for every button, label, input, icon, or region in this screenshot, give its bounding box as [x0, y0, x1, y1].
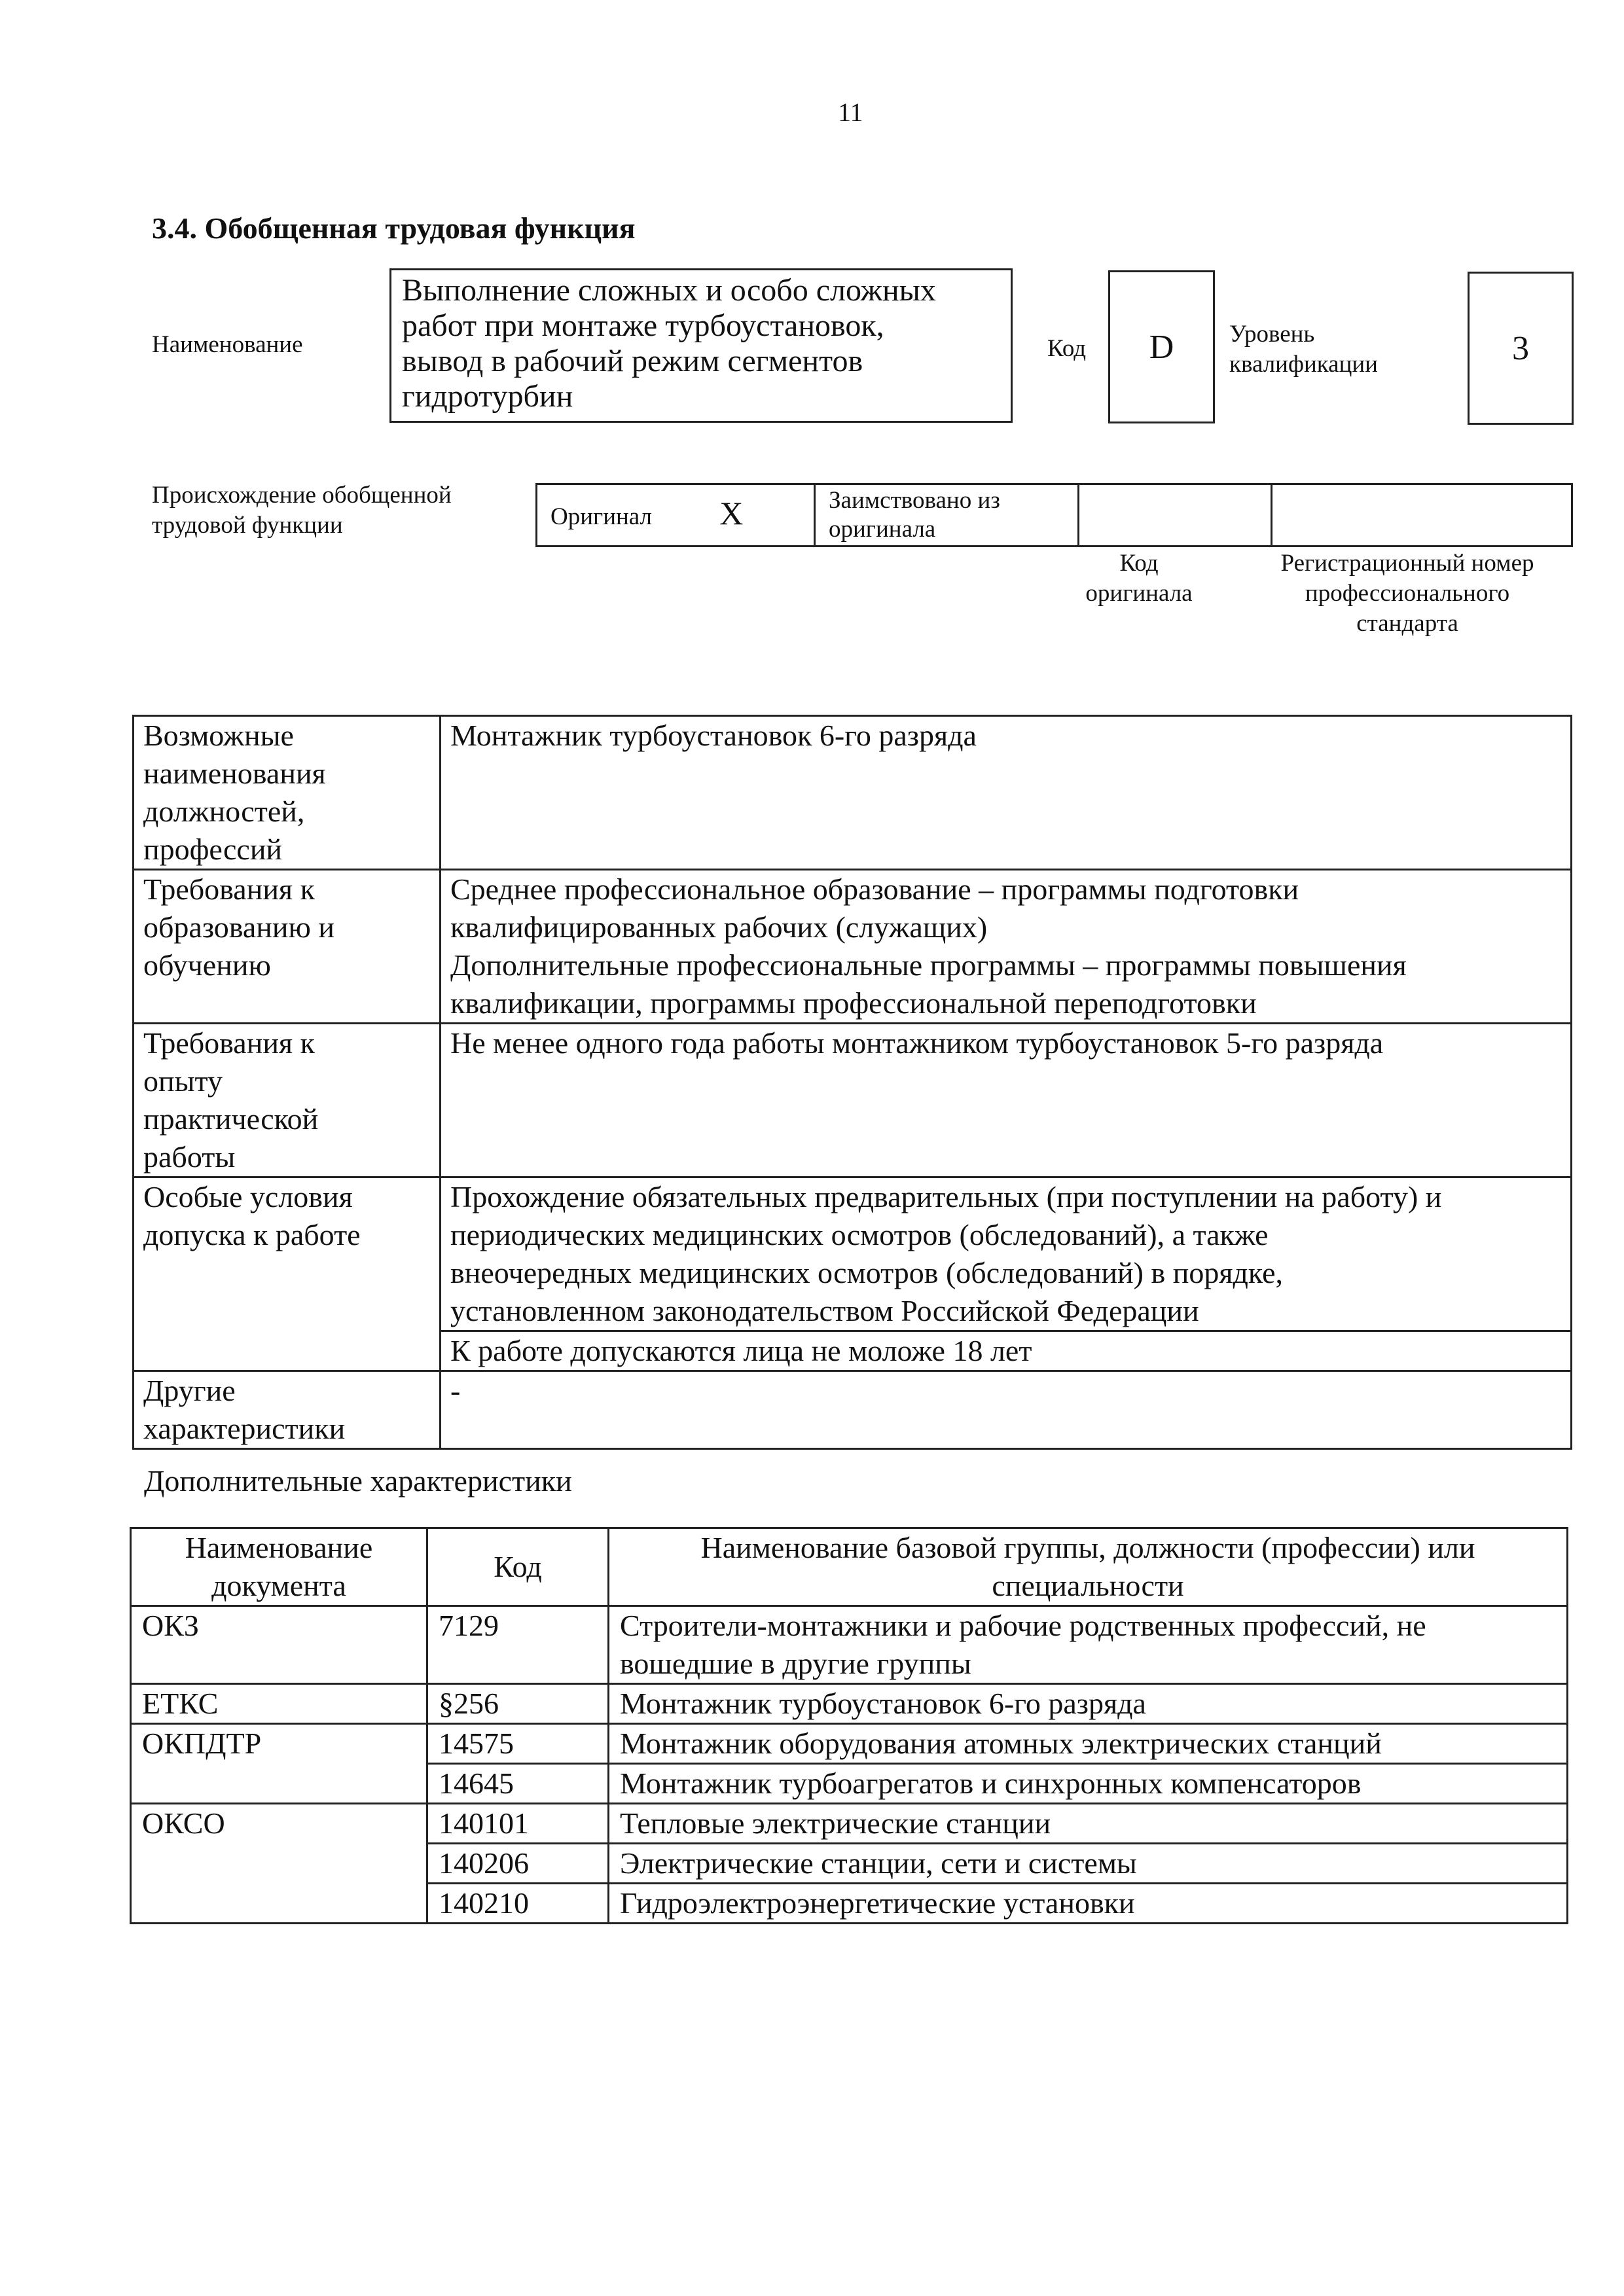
- cell-code: 14575: [427, 1724, 609, 1764]
- registration-caption-line: Регистрационный номер: [1280, 550, 1534, 577]
- label-line: допуска к работе: [143, 1218, 361, 1251]
- borrowed-label-line: Заимствовано из: [829, 487, 1000, 514]
- borrowed-cell: [815, 484, 1079, 547]
- name-label: Наименование: [152, 331, 303, 358]
- cell-name: Монтажник турбоагрегатов и синхронных компенсаторов: [609, 1764, 1568, 1804]
- table-row: [134, 870, 1572, 1024]
- function-name-line: вывод в рабочий режим сегментов: [402, 344, 863, 378]
- registration-caption-line: профессионального: [1305, 580, 1510, 607]
- value-line: периодических медицинских осмотров (обследований), а также: [450, 1218, 1269, 1251]
- code-caption: [1047, 548, 1231, 609]
- table-row: [134, 1024, 1572, 1177]
- code-caption-line: оригинала: [1085, 580, 1193, 607]
- header-line: специальности: [992, 1569, 1184, 1602]
- value-line: Прохождение обязательных предварительных (при поступлении на работу) и: [450, 1180, 1442, 1213]
- row-label: [134, 1177, 441, 1371]
- function-name-line: Выполнение сложных и особо сложных: [402, 273, 936, 308]
- level-value-box: [1468, 272, 1574, 425]
- value-line: Не менее одного года работы монтажником турбоустановок 5-го разряда: [450, 1026, 1384, 1060]
- additional-title: Дополнительные характеристики: [144, 1464, 572, 1498]
- cell-name: Гидроэлектроэнергетические установки: [609, 1884, 1568, 1924]
- header-line: документа: [211, 1569, 346, 1602]
- value-line: Монтажник турбоустановок 6-го разряда: [450, 719, 977, 752]
- function-name-line: работ при монтаже турбоустановок,: [402, 308, 884, 343]
- name-line: вошедшие в другие группы: [620, 1647, 971, 1680]
- value-line: внеочередных медицинских осмотров (обследований) в порядке,: [450, 1256, 1284, 1289]
- additional-table: [130, 1527, 1568, 1924]
- row-value: [441, 870, 1572, 1024]
- code-caption-line: Код: [1119, 550, 1159, 577]
- table-row: [134, 716, 1572, 870]
- row-value: [441, 1177, 1572, 1371]
- origin-table: [535, 483, 1573, 547]
- header-line: Наименование: [185, 1531, 373, 1564]
- table-row: [134, 1177, 1572, 1371]
- header-code: Код: [427, 1528, 609, 1606]
- label-line: Особые условия: [143, 1180, 353, 1213]
- function-name-box: [389, 268, 1013, 423]
- level-value: 3: [1512, 329, 1529, 367]
- cell-name: Монтажник оборудования атомных электрических станций: [609, 1724, 1568, 1764]
- row-value: [441, 716, 1572, 870]
- row-label: [134, 1371, 441, 1449]
- cell-name: Тепловые электрические станции: [609, 1804, 1568, 1844]
- borrowed-label-line: оригинала: [829, 516, 936, 543]
- origin-label-line: Происхождение обобщенной: [152, 482, 452, 509]
- label-line: практической: [143, 1102, 319, 1136]
- header-line: Наименование базовой группы, должности (профессии) или: [700, 1531, 1475, 1564]
- original-code-cell: [1079, 484, 1272, 547]
- level-label-line: Уровень: [1229, 321, 1315, 348]
- cell-code: 140210: [427, 1884, 609, 1924]
- value-line: квалифицированных рабочих (служащих): [450, 910, 988, 944]
- cell-code: 140101: [427, 1804, 609, 1844]
- cell-document: ОКСО: [131, 1804, 427, 1924]
- label-line: должностей,: [143, 795, 305, 828]
- row-value: [441, 1371, 1572, 1449]
- label-line: обучению: [143, 948, 271, 982]
- cell-name: Электрические станции, сети и системы: [609, 1844, 1568, 1884]
- label-line: опыту: [143, 1064, 223, 1098]
- label-line: Другие: [143, 1374, 236, 1407]
- level-label-line: квалификации: [1229, 351, 1378, 378]
- label-line: характеристики: [143, 1412, 346, 1445]
- cell-document: ОКПДТР: [131, 1724, 427, 1804]
- row-value: [441, 1024, 1572, 1177]
- label-line: Требования к: [143, 1026, 315, 1060]
- label-line: Возможные: [143, 719, 294, 752]
- requirements-table: [132, 715, 1572, 1450]
- section-title: 3.4. Обобщенная трудовая функция: [152, 211, 636, 245]
- cell-code: 14645: [427, 1764, 609, 1804]
- origin-label: [152, 480, 452, 541]
- label-line: наименования: [143, 757, 326, 790]
- header-document: [131, 1528, 427, 1606]
- value-line: квалификации, программы профессиональной переподготовки: [450, 986, 1257, 1020]
- registration-caption-line: стандарта: [1356, 610, 1458, 637]
- table-row: [134, 1371, 1572, 1449]
- label-line: профессий: [143, 833, 283, 866]
- cell-name: Монтажник турбоустановок 6-го разряда: [609, 1684, 1568, 1724]
- registration-number-cell: [1272, 484, 1572, 547]
- value-line: Дополнительные профессиональные программы – программы повышения: [450, 948, 1407, 982]
- value-line: -: [450, 1374, 461, 1407]
- cell-code: §256: [427, 1684, 609, 1724]
- row-label: [134, 716, 441, 870]
- level-label: [1229, 319, 1378, 380]
- code-value: D: [1149, 328, 1174, 366]
- original-cell: [537, 484, 815, 547]
- label-line: образованию и: [143, 910, 334, 944]
- label-line: Требования к: [143, 872, 315, 906]
- name-line: Строители-монтажники и рабочие родственных профессий, не: [620, 1609, 1426, 1642]
- cell-document: ОКЗ: [131, 1606, 427, 1684]
- value-line: Среднее профессиональное образование – программы подготовки: [450, 872, 1299, 906]
- age-requirement-line: К работе допускаются лица не моложе 18 лет: [441, 1330, 1570, 1370]
- page-number: 11: [838, 98, 863, 127]
- cell-code: 7129: [427, 1606, 609, 1684]
- code-label: Код: [1047, 335, 1087, 362]
- function-name-line: гидротурбин: [402, 379, 573, 414]
- code-value-box: [1108, 270, 1215, 423]
- original-label: Оригинал: [550, 503, 653, 530]
- original-mark: X: [719, 495, 744, 531]
- cell-code: 140206: [427, 1844, 609, 1884]
- row-label: [134, 870, 441, 1024]
- value-line: установленном законодательством Российской Федерации: [450, 1294, 1199, 1327]
- header-name: [609, 1528, 1568, 1606]
- registration-caption: [1244, 548, 1571, 639]
- table-row: [131, 1724, 1568, 1764]
- table-row: [131, 1606, 1568, 1684]
- table-row: [131, 1684, 1568, 1724]
- origin-label-line: трудовой функции: [152, 512, 343, 539]
- table-header-row: [131, 1528, 1568, 1606]
- row-label: [134, 1024, 441, 1177]
- table-row: [131, 1804, 1568, 1844]
- cell-document: ЕТКС: [131, 1684, 427, 1724]
- cell-name: [609, 1606, 1568, 1684]
- label-line: работы: [143, 1140, 236, 1174]
